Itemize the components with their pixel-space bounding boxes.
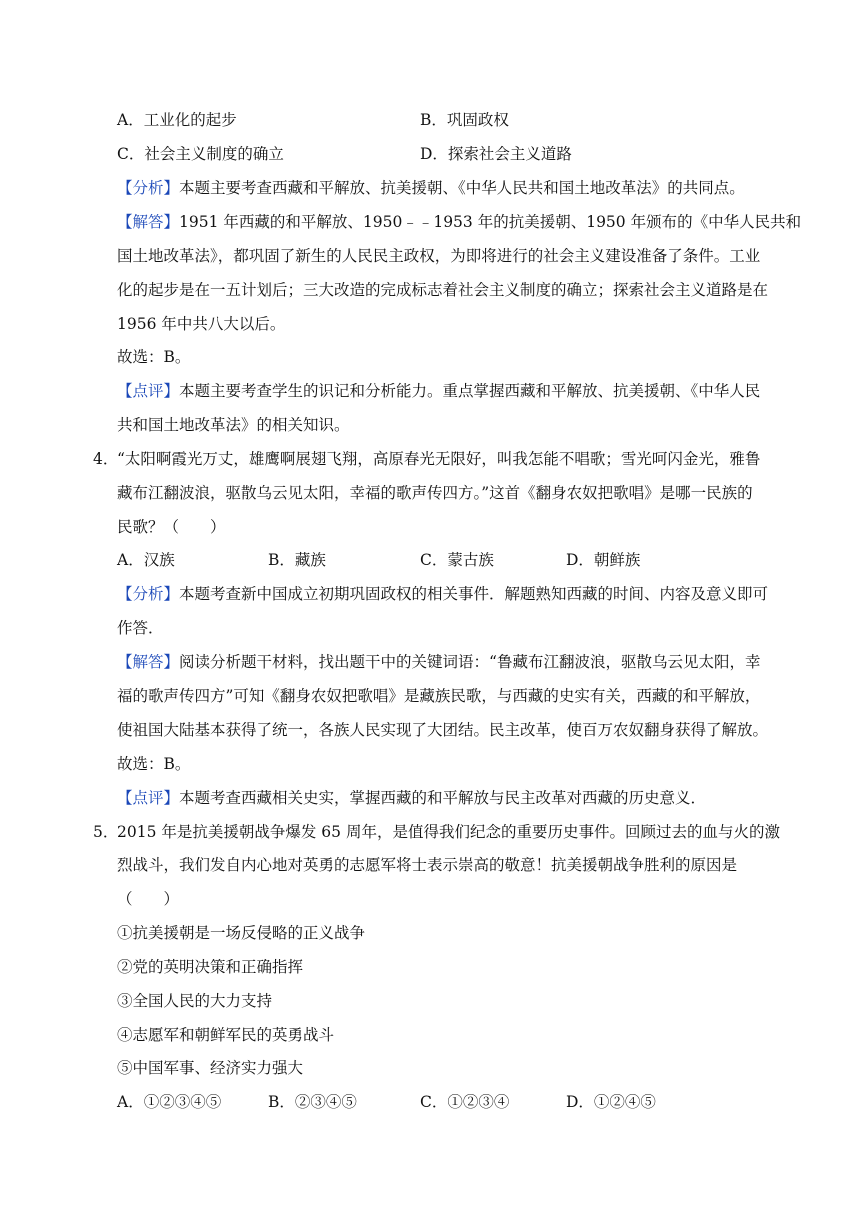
q4-option-b: B．藏族 — [268, 551, 326, 569]
q3-analysis — [117, 178, 745, 198]
q4-stem-line-2: 藏布江翻波浪，驱散乌云见太阳，幸福的歌声传四方。”这首《翻身农奴把歌唱》是哪一民族的 — [117, 484, 753, 502]
q5-stem-line-2: 烈战斗，我们发自内心地对英勇的志愿军将士表示崇高的敬意！抗美援朝战争胜利的原因是 — [117, 856, 738, 874]
q4-review — [117, 788, 706, 808]
answer-text: 阅读分析题干材料，找出题干中的关键词语：“鲁藏布江翻波浪，驱散乌云见太阳，幸 — [179, 653, 761, 671]
q4-answer-line-1 — [117, 652, 760, 672]
q3-option-c: C．社会主义制度的确立 — [117, 145, 284, 163]
q4-number: 4． — [93, 450, 119, 468]
q3-answer-line-3: 化的起步是在一五计划后；三大改造的完成标志着社会主义制度的确立；探索社会主义道路是在 — [117, 281, 769, 299]
review-text: 本题主要考查学生的识记和分析能力。重点掌握西藏和平解放、抗美援朝、《中华人民 — [179, 382, 761, 400]
q5-item-2: ②党的英明决策和正确指挥 — [117, 958, 304, 976]
review-text: 本题考查西藏相关史实，掌握西藏的和平解放与民主改革对西藏的历史意义． — [179, 789, 707, 807]
answer-tag: 【解答】 — [117, 653, 180, 671]
q4-option-d: D．朝鲜族 — [566, 551, 641, 569]
q4-answer-line-2: 福的歌声传四方”可知《翻身农奴把歌唱》是藏族民歌，与西藏的史实有关，西藏的和平解放， — [117, 687, 761, 705]
answer-tag: 【解答】 — [117, 213, 180, 231]
q4-option-c: C．蒙古族 — [420, 551, 494, 569]
analysis-tag: 【分析】 — [117, 585, 180, 603]
q5-item-5: ⑤中国军事、经济实力强大 — [117, 1059, 304, 1077]
q3-answer-line-4: 1956 年中共八大以后。 — [117, 315, 286, 333]
q5-option-b: B．②③④⑤ — [268, 1093, 357, 1111]
q5-option-c: C．①②③④ — [420, 1093, 510, 1111]
q3-option-d: D．探索社会主义道路 — [420, 145, 572, 163]
q3-option-a: A．工业化的起步 — [117, 111, 237, 129]
q4-analysis-line-2: 作答． — [117, 619, 164, 637]
q5-item-3: ③全国人民的大力支持 — [117, 992, 273, 1010]
analysis-tag: 【分析】 — [117, 179, 180, 197]
q4-analysis-line-1 — [117, 584, 768, 604]
analysis-text: 本题考查新中国成立初期巩固政权的相关事件．解题熟知西藏的时间、内容及意义即可 — [179, 585, 769, 603]
q3-option-b: B．巩固政权 — [420, 111, 509, 129]
review-tag: 【点评】 — [117, 789, 180, 807]
q4-answer-line-3: 使祖国大陆基本获得了统一，各族人民实现了大团结。民主改革，使百万农奴翻身获得了解放。 — [117, 721, 769, 739]
q5-stem-line-3: （ ） — [117, 890, 180, 908]
q4-stem-line-1: “太阳啊霞光万丈，雄鹰啊展翅飞翔，高原春光无限好，叫我怎能不唱歌；雪光呵闪金光，雅鲁 — [117, 450, 761, 468]
q4-option-a: A．汉族 — [117, 551, 175, 569]
q5-item-4: ④志愿军和朝鲜军民的英勇战斗 — [117, 1026, 335, 1044]
q3-choice: 故选：B。 — [117, 348, 191, 366]
q3-review-line-2: 共和国土地改革法》的相关知识。 — [117, 416, 350, 434]
q5-option-d: D．①②④⑤ — [566, 1093, 656, 1111]
q4-stem-line-3: 民歌？（ ） — [117, 518, 226, 536]
q3-answer-line-1 — [117, 212, 801, 232]
q3-answer-line-2: 国土地改革法》，都巩固了新生的人民民主政权，为即将进行的社会主义建设准备了条件。工业 — [117, 247, 761, 265]
review-tag: 【点评】 — [117, 382, 180, 400]
answer-text: 1951 年西藏的和平解放、1950﹣﹣1953 年的抗美援朝、1950 年颁布的《中华人民共和 — [179, 213, 802, 231]
q5-option-a: A．①②③④⑤ — [117, 1093, 222, 1111]
q5-number: 5． — [93, 823, 119, 841]
q4-choice: 故选：B。 — [117, 755, 191, 773]
q3-review-line-1 — [117, 381, 760, 401]
q5-stem-line-1: 2015 年是抗美援朝战争爆发 65 周年，是值得我们纪念的重要历史事件。回顾过去的血与火的激 — [117, 823, 780, 841]
q5-item-1: ①抗美援朝是一场反侵略的正义战争 — [117, 924, 366, 942]
analysis-text: 本题主要考查西藏和平解放、抗美援朝、《中华人民共和国土地改革法》的共同点。 — [179, 179, 745, 197]
